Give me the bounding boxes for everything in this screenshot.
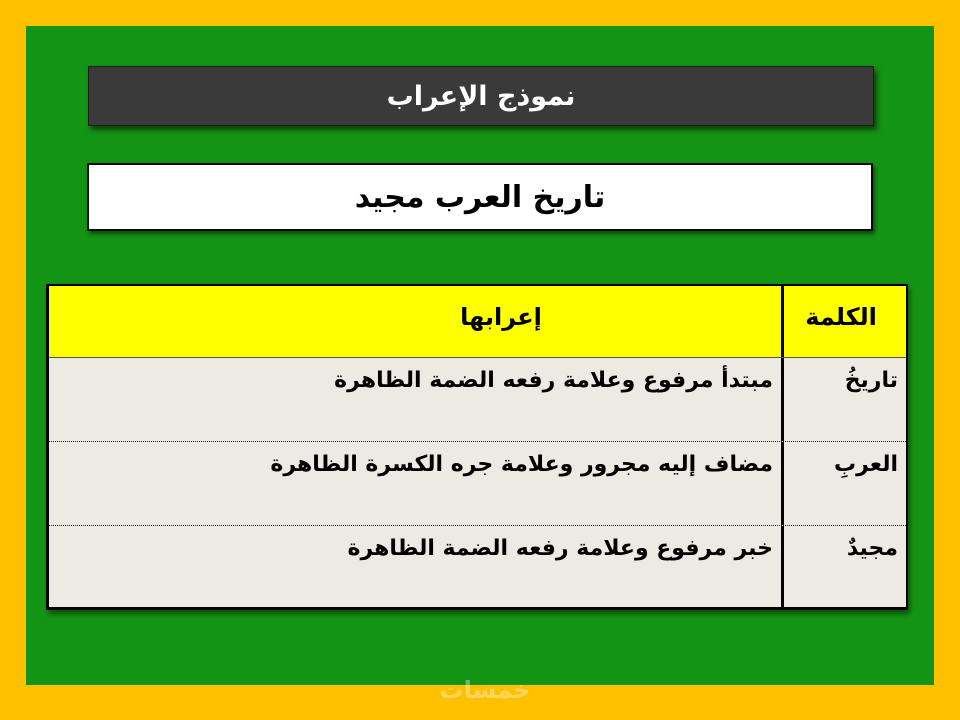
word-cell: تاريخُ xyxy=(781,358,906,441)
analysis-cell: مضاف إليه مجرور وعلامة جره الكسرة الظاهرة xyxy=(270,452,773,477)
example-sentence: تاريخ العرب مجيد xyxy=(87,163,873,231)
word-cell: مجيدٌ xyxy=(781,526,906,610)
slide xyxy=(26,26,934,685)
header-analysis: إعرابها xyxy=(460,302,542,331)
grammar-table xyxy=(46,284,908,610)
header-word: الكلمة xyxy=(781,286,906,357)
table-row xyxy=(49,358,906,442)
analysis-cell: مبتدأ مرفوع وعلامة رفعه الضمة الظاهرة xyxy=(334,368,773,393)
table-row xyxy=(49,442,906,526)
word-cell: العربِ xyxy=(781,442,906,525)
watermark: خمسات xyxy=(439,676,531,704)
table-row xyxy=(49,526,906,610)
page-title: نموذج الإعراب xyxy=(88,66,874,126)
table-header-row xyxy=(49,286,906,358)
analysis-cell: خبر مرفوع وعلامة رفعه الضمة الظاهرة xyxy=(347,536,773,561)
